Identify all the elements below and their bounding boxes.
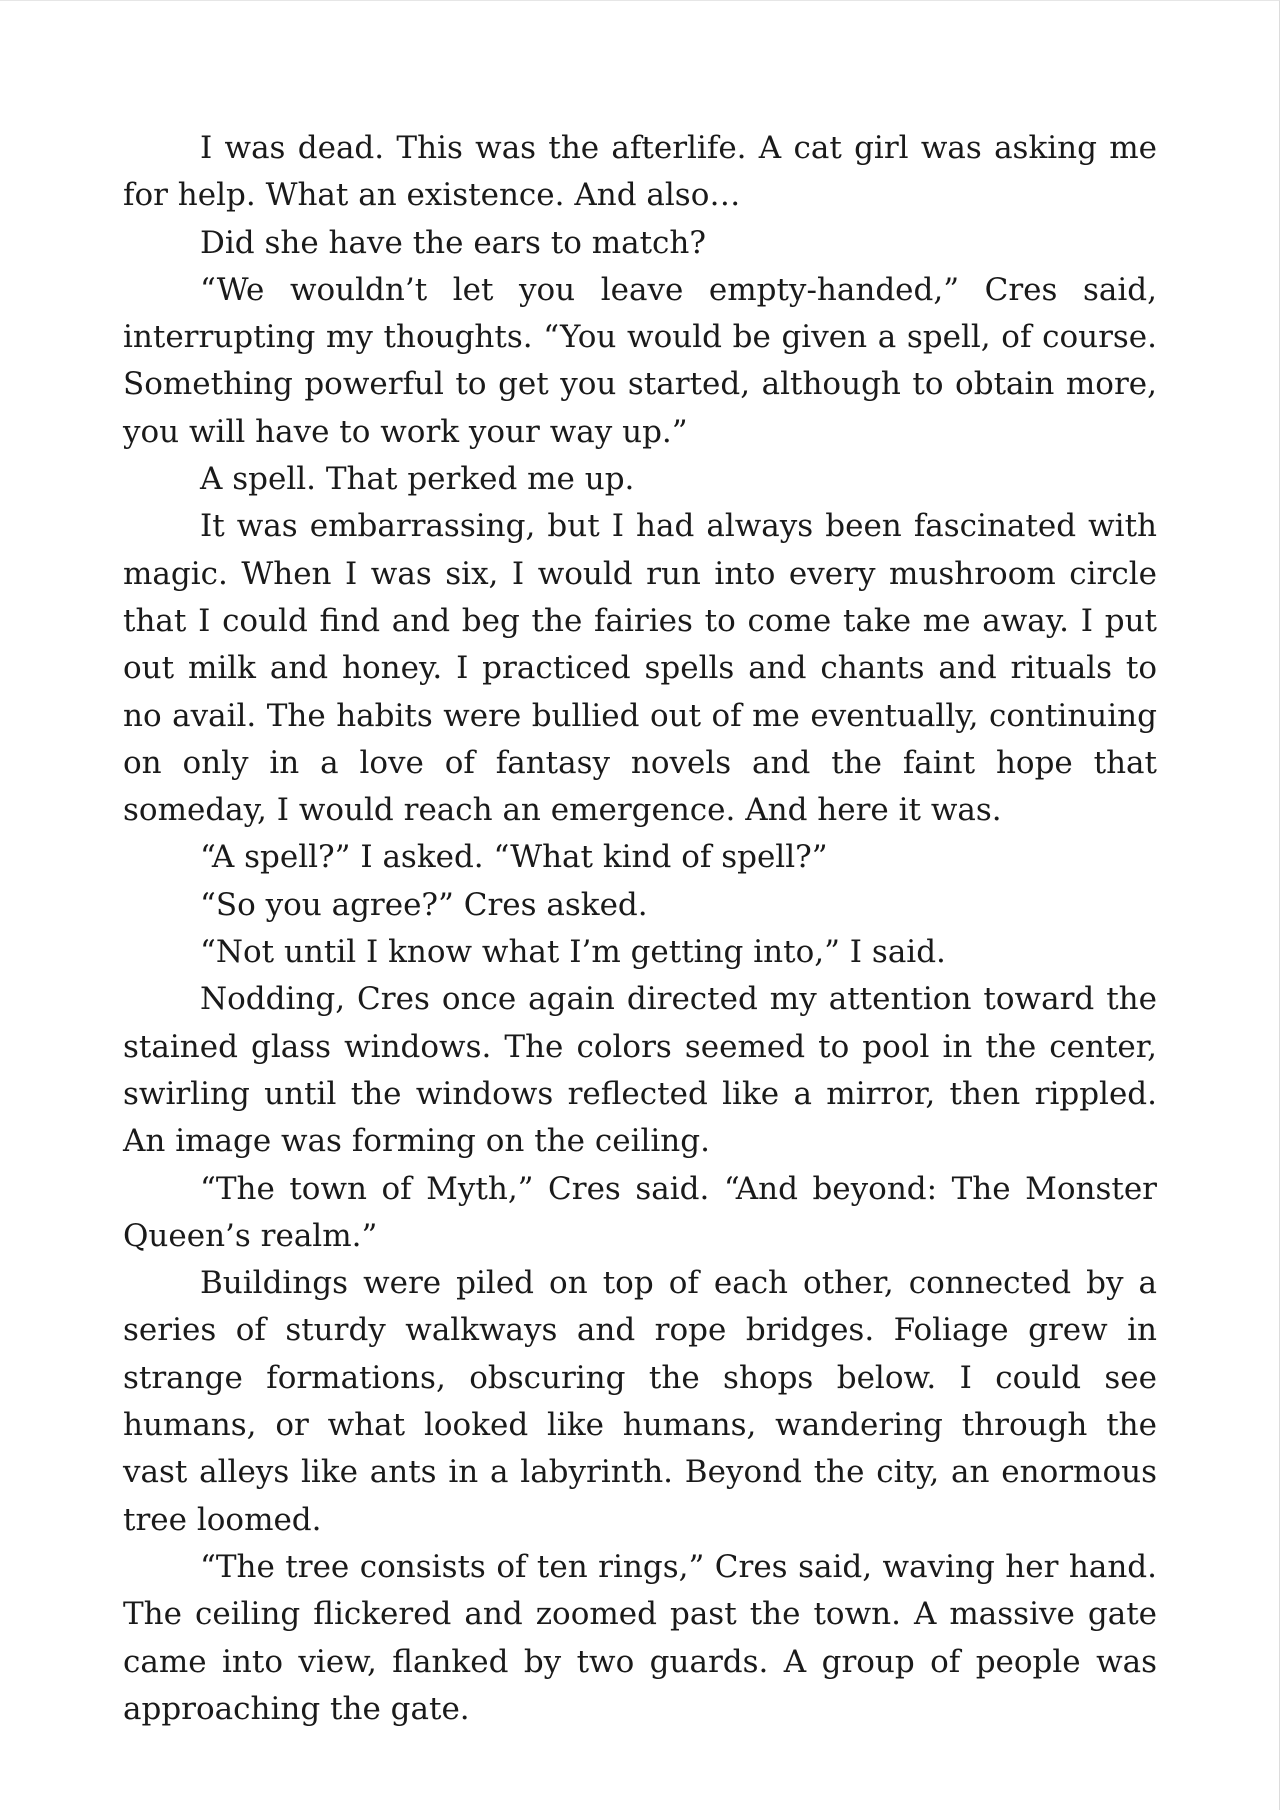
paragraph: “The town of Myth,” Cres said. “And beyond: The Monster Queen’s realm.” <box>123 1170 1157 1254</box>
paragraph: “So you agree?” Cres asked. <box>200 886 648 923</box>
paragraph: “A spell?” I asked. “What kind of spell?” <box>200 839 828 876</box>
paragraph: Did she have the ears to match? <box>200 224 706 261</box>
paragraph: Buildings were piled on top of each other, connected by a series of sturdy walkways and rope bridges. Foliage grew in strange formations, obscuring the shops below. I could see humans, or what looked like humans, wandering through the vast alleys like ants in a labyrinth. Beyond the city, an enormous tree loomed. <box>123 1265 1157 1538</box>
paragraph: “We wouldn’t let you leave empty-handed,” Cres said, interrupting my thoughts. “You would be given a spell, of course. Something powerful to get you started, although to obtain more, you will have to work your way up.” <box>123 271 1157 450</box>
paragraph: Nodding, Cres once again directed my attention toward the stained glass windows. The colors seemed to pool in the center, swirling until the windows reflected like a mirror, then rippled. An image was forming on the ceiling. <box>123 981 1157 1160</box>
paragraph: A spell. That perked me up. <box>200 461 635 498</box>
paragraph: It was embarrassing, but I had always been fascinated with magic. When I was six, I would run into every mushroom circle that I could find and beg the fairies to come take me away. I put out milk and honey. I practiced spells and chants and rituals to no avail. The habits were bullied out of me eventually, continuing on only in a love of fantasy novels and the faint hope that someday, I would reach an emergence. And here it was. <box>123 508 1157 829</box>
paragraph: I was dead. This was the afterlife. A cat girl was asking me for help. What an existence. And also… <box>123 130 1157 214</box>
paragraph: “Not until I know what I’m getting into,” I said. <box>200 934 946 971</box>
body-text <box>123 125 1157 1733</box>
paragraph: “The tree consists of ten rings,” Cres said, waving her hand. The ceiling flickered and zoomed past the town. A massive gate came into view, flanked by two guards. A group of people was approaching the gate. <box>123 1548 1157 1727</box>
